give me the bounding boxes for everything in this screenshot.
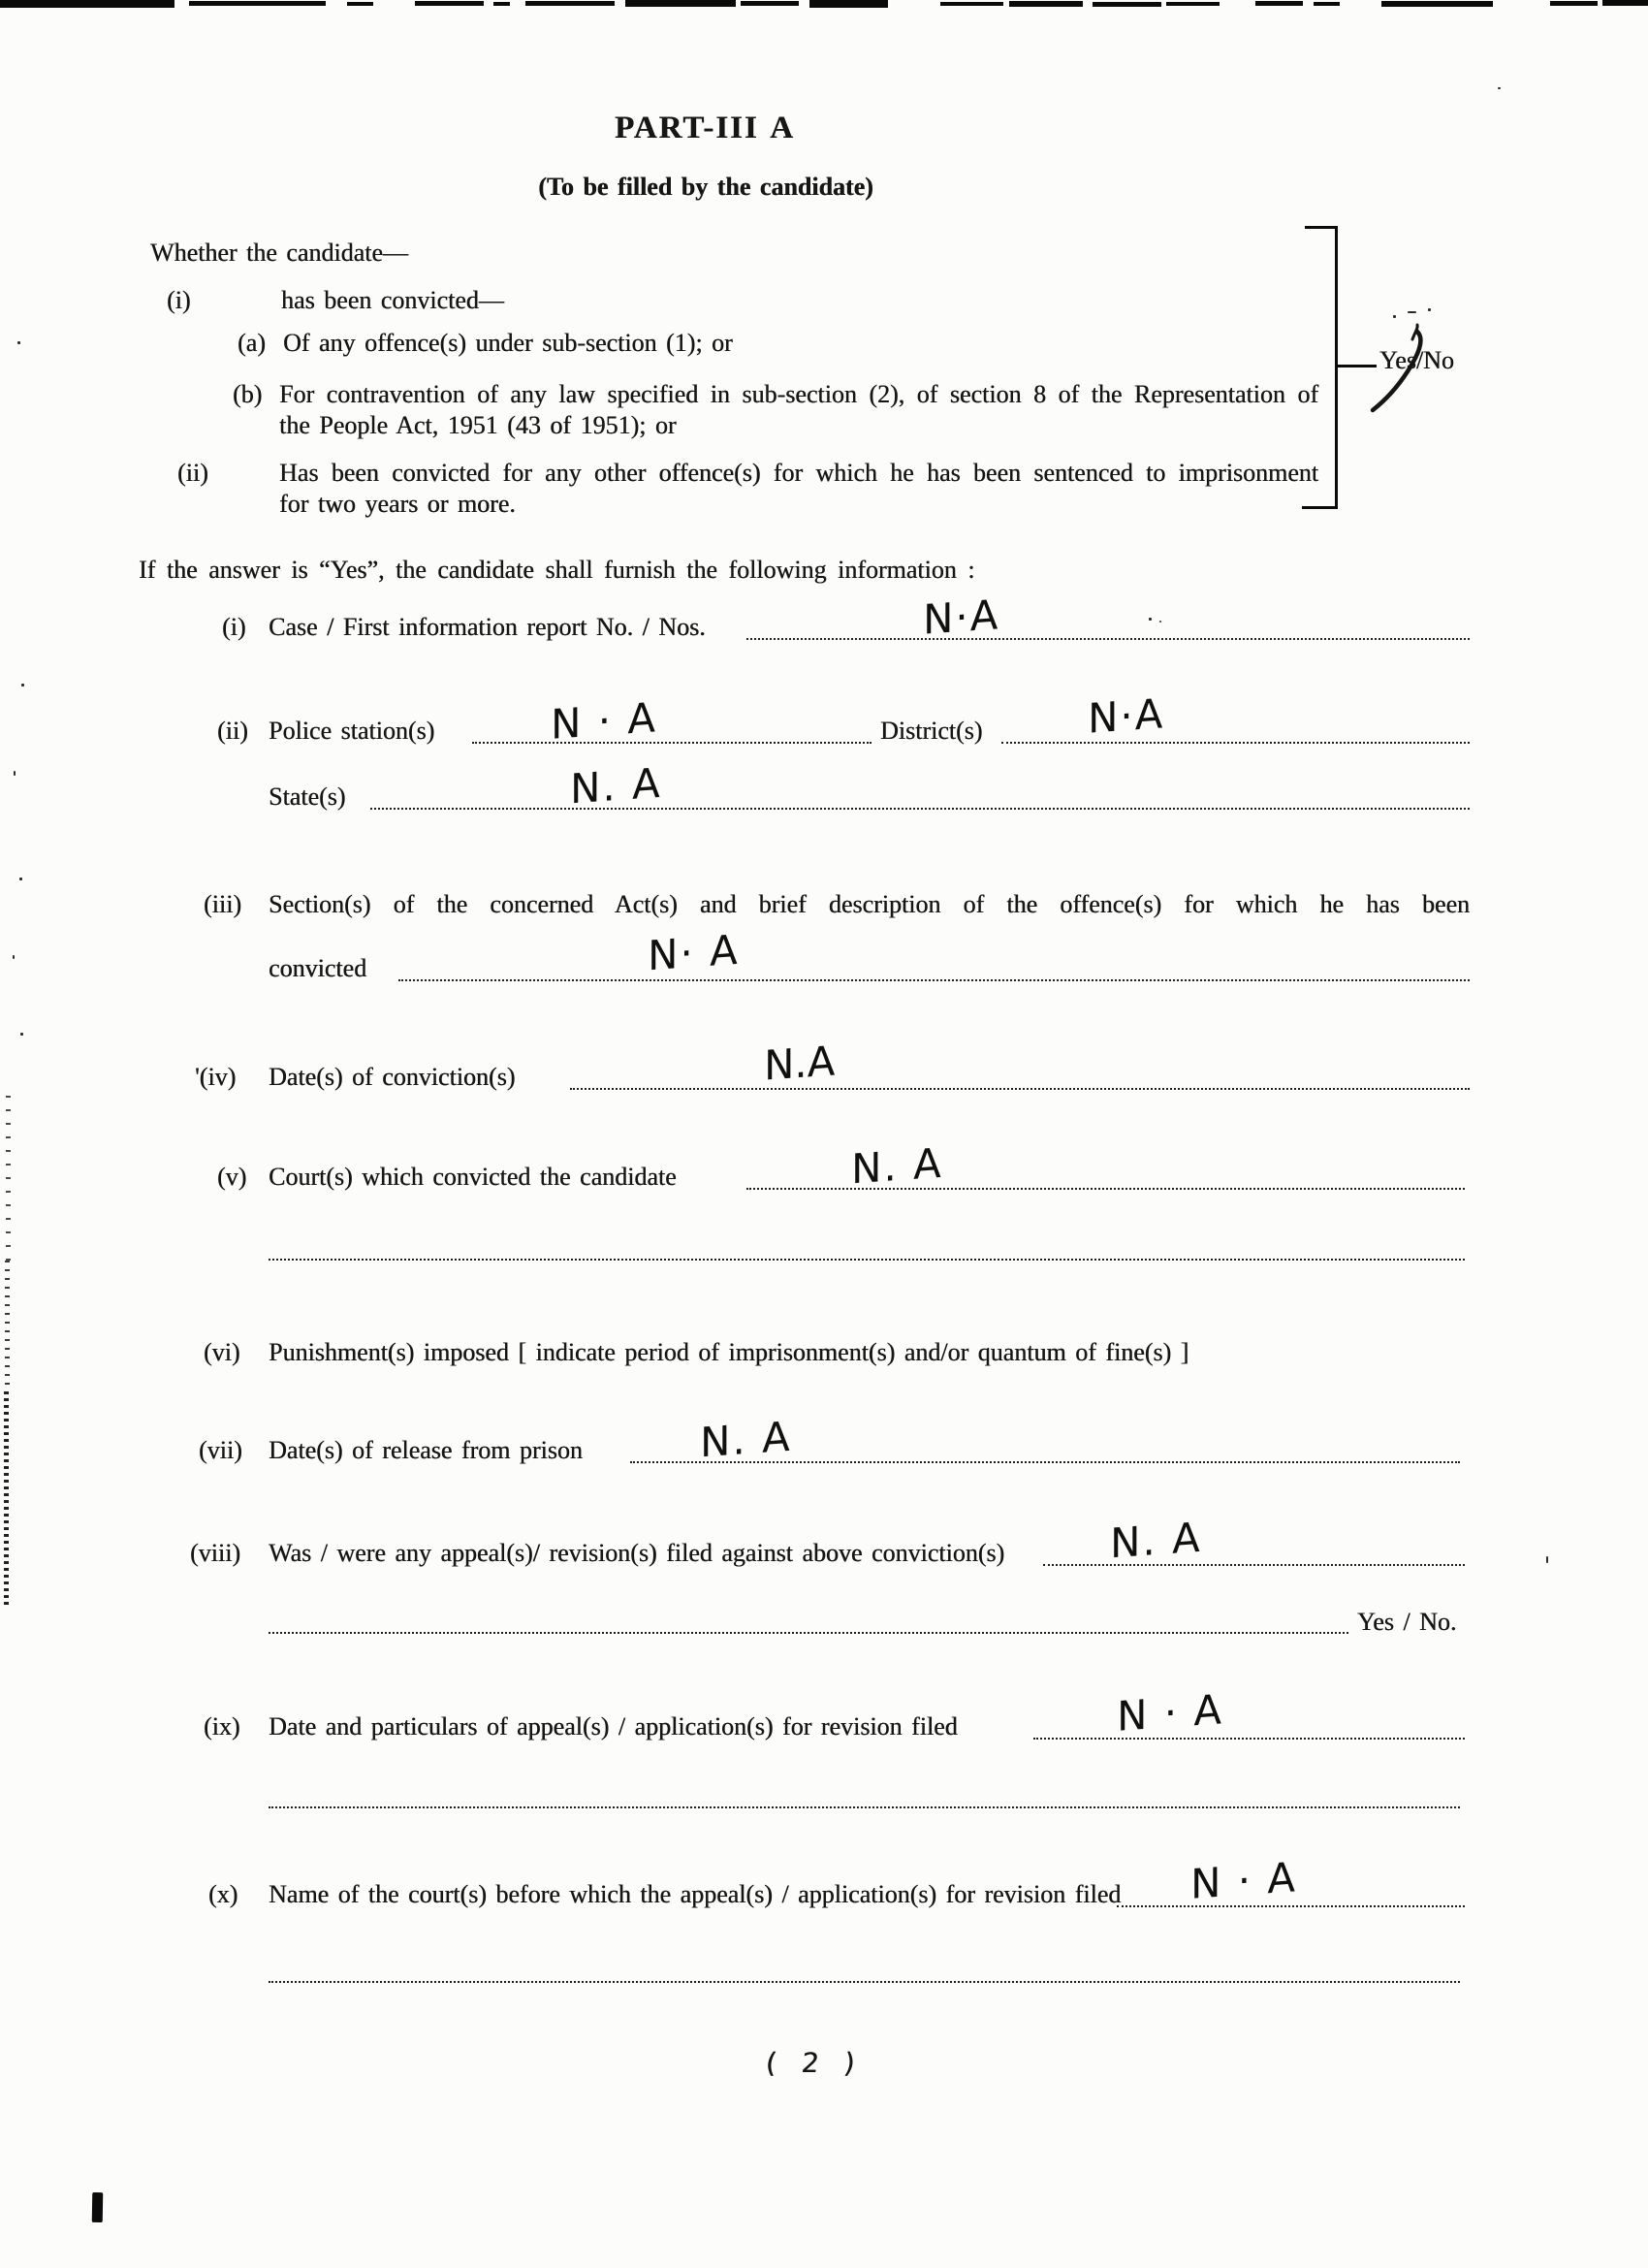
scan-noise-left-strip xyxy=(5,1261,10,1391)
scan-artifact-bottom-left xyxy=(92,2192,104,2222)
scan-noise-left-strip xyxy=(4,1391,9,1605)
intro-yes-no-label: Yes/No xyxy=(1379,346,1454,374)
scan-speck xyxy=(1159,621,1161,623)
row-state-handwritten-value: N. A xyxy=(570,758,662,814)
row-iii-label-2: convicted xyxy=(269,954,367,982)
row-iv-num: '(iv) xyxy=(195,1063,237,1091)
intro-item-a-text: Of any offence(s) under sub-section (1); or xyxy=(283,329,733,357)
row-state-fill-line xyxy=(370,808,1470,810)
row-viii-fill-line xyxy=(1043,1564,1465,1566)
intro-item-b-line2: the People Act, 1951 (43 of 1951); or xyxy=(279,411,677,439)
intro-item-ii-line1: Has been convicted for any other offence(s) for which he has been sentenced to imprisonment xyxy=(279,459,1318,487)
row-iii-num: (iii) xyxy=(204,890,241,918)
row-state-label: State(s) xyxy=(269,783,346,811)
row-x-handwritten-value: N · A xyxy=(1190,1853,1298,1908)
scan-speck xyxy=(13,955,15,959)
intro-lead: Whether the candidate— xyxy=(150,239,408,267)
intro-item-b-num: (b) xyxy=(233,380,263,408)
row-viii-handwritten-value: N. A xyxy=(1110,1513,1202,1568)
row-ii-num: (ii) xyxy=(217,717,248,745)
row-v-handwritten-value: N. A xyxy=(851,1138,943,1194)
row-v-label: Court(s) which convicted the candidate xyxy=(269,1163,677,1191)
row-iv-handwritten-value: N.A xyxy=(764,1037,836,1090)
row-x-label: Name of the court(s) before which the appeal(s) / application(s) for revision filed xyxy=(269,1880,1122,1908)
scan-speck xyxy=(1498,87,1501,89)
row-ix-continuation-line xyxy=(269,1806,1460,1808)
row-ii-fill-line-1 xyxy=(472,742,872,744)
row-ii-label: Police station(s) xyxy=(269,717,435,745)
row-v-continuation-line xyxy=(269,1259,1465,1261)
row-ix-handwritten-value: N · A xyxy=(1117,1685,1224,1741)
row-v-num: (v) xyxy=(217,1163,247,1191)
row-ix-num: (ix) xyxy=(204,1712,240,1741)
row-iii-label: Section(s) of the concerned Act(s) and brief description of the offence(s) for which he has been xyxy=(269,890,1470,918)
row-viii-num: (viii) xyxy=(190,1539,240,1567)
page-subtitle: (To be filled by the candidate) xyxy=(538,173,873,201)
row-vi-num: (vi) xyxy=(204,1338,240,1366)
intro-item-a-num: (a) xyxy=(238,329,266,357)
scan-speck xyxy=(1393,315,1396,318)
row-vii-label: Date(s) of release from prison xyxy=(269,1436,583,1464)
intro-item-b-line1: For contravention of any law specified in sub-section (2), of section 8 of the Representation of xyxy=(279,380,1318,408)
row-ii-handwritten-value-2: N·A xyxy=(1088,689,1165,743)
handwritten-slash-mark xyxy=(1357,318,1444,420)
row-i-num: (i) xyxy=(222,613,246,641)
intro-item-ii-num: (ii) xyxy=(177,459,208,487)
scan-noise-left-strip xyxy=(6,1096,11,1261)
row-ii-fill-line-2 xyxy=(1001,742,1470,744)
scan-speck xyxy=(1408,311,1416,313)
scan-speck xyxy=(1546,1556,1548,1563)
scan-speck xyxy=(14,771,16,776)
row-viii-label: Was / were any appeal(s)/ revision(s) filed against above conviction(s) xyxy=(269,1539,1005,1567)
scan-speck xyxy=(19,878,22,880)
row-i-handwritten-value: N·A xyxy=(923,591,1000,644)
row-i-fill-line xyxy=(746,638,1470,640)
intro-item-i-num: (i) xyxy=(167,286,191,314)
row-x-num: (x) xyxy=(208,1880,238,1908)
row-viii-yes-no-label: Yes / No. xyxy=(1357,1608,1457,1636)
row-i-label: Case / First information report No. / Nos. xyxy=(269,613,706,641)
page-title: PART-III A xyxy=(615,111,795,145)
scan-speck xyxy=(1428,308,1431,311)
row-x-continuation-line xyxy=(269,1981,1460,1983)
instruction-line: If the answer is “Yes”, the candidate shall furnish the following information : xyxy=(139,556,975,584)
scan-speck xyxy=(20,1033,23,1036)
row-iii-fill-line xyxy=(398,979,1470,981)
row-iv-fill-line xyxy=(570,1088,1470,1090)
scan-speck xyxy=(17,341,20,344)
scan-speck xyxy=(1149,618,1152,621)
row-iii-handwritten-value: N· A xyxy=(648,925,740,980)
intro-item-i-text: has been convicted— xyxy=(281,286,504,314)
row-iv-label: Date(s) of conviction(s) xyxy=(269,1063,516,1091)
row-viii-continuation-line xyxy=(269,1632,1348,1634)
row-ii-label-2: District(s) xyxy=(880,717,983,745)
row-ix-label: Date and particulars of appeal(s) / application(s) for revision filed xyxy=(269,1712,958,1741)
intro-item-ii-line2: for two years or more. xyxy=(279,490,516,518)
row-x-fill-line xyxy=(1117,1905,1465,1907)
scan-speck xyxy=(21,684,24,687)
row-ix-fill-line xyxy=(1033,1738,1465,1740)
row-ii-handwritten-value-1: N · A xyxy=(551,693,658,749)
page-number: ( 2 ) xyxy=(764,2047,864,2079)
row-vii-handwritten-value: N. A xyxy=(700,1412,792,1467)
row-vii-num: (vii) xyxy=(199,1436,242,1464)
row-vi-label: Punishment(s) imposed [ indicate period of imprisonment(s) and/or quantum of fine(s) ] xyxy=(269,1338,1189,1366)
